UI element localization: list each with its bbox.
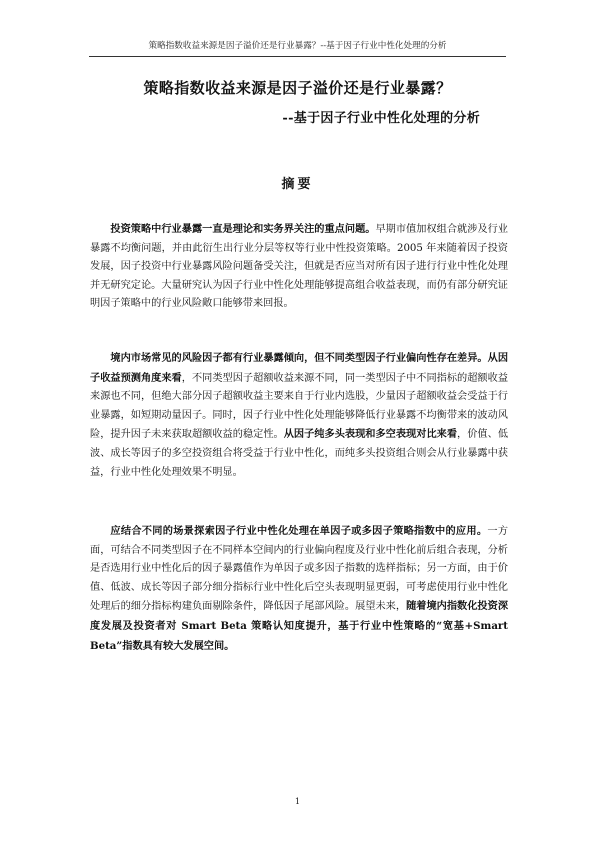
abstract-paragraph-1 bbox=[90, 220, 508, 314]
paragraph-3-lead: 应结合不同的场景探索因子行业中性化处理在单因子或多因子策略指数中的应用。 bbox=[110, 525, 488, 537]
paragraph-3-text: 一方面，可结合不同类型因子在不同样本空间内的行业偏向程度及行业中性化前后组合表现，分析是否选用行业中性化后的因子暴露值作为单因子或多因子指数的选样指标；另一方面，由于价值、低波、成长等因子部分细分指标行业中性化后空头表现明显更弱，可考虑使用行业中性化处理后的细分指标构建负面剔除条件，降低因子尾部风险。展望未来， bbox=[90, 526, 509, 613]
paragraph-2-text-2: ，不同类型因子超额收益来源不同，同一类型因子中不同指标的超额收益来源也不同，但绝大部分因子超额收益主要来自于行业内选股，少量因子超额收益会受益于行业暴露，如短期动量因子。同时，因子行业中性化处理能够降低行业暴露不均衡带来的波动风险，提升因子未来获取超额收益的稳定性。 bbox=[90, 372, 509, 441]
page-number: 1 bbox=[294, 796, 301, 806]
running-header: 策略指数收益来源是因子溢价还是行业暴露？--基于因子行业中性化处理的分析 bbox=[148, 41, 447, 51]
paragraph-2-text-3: ，价值、低波、成长等因子的多空投资组合将受益于行业中性化，而纯多头投资组合则会从行业暴露中获益，行业中性化处理效果不明显。 bbox=[90, 429, 509, 478]
paragraph-2-lead-2: 从因子收益预测角度来看 bbox=[90, 352, 509, 384]
header-rule bbox=[89, 56, 506, 57]
abstract-heading: 摘要 bbox=[281, 177, 314, 192]
paragraph-3-lead-2: 随着境内指数化投资深度发展及投资者对 Smart Beta 策略认知度提升，基于行业中性策略的“宽基+Smart Beta”指数具有较大发展空间。 bbox=[90, 600, 509, 652]
document-title: 策略指数收益来源是因子溢价还是行业暴露？ bbox=[143, 79, 452, 97]
paragraph-2-lead-3: 从因子纯多头表现和多空表现对比来看 bbox=[283, 428, 458, 441]
paragraph-1-lead: 投资策略中行业暴露一直是理论和实务界关注的重点问题。 bbox=[110, 223, 376, 235]
paragraph-1-text: 早期市值加权组合就涉及行业暴露不均衡问题，并由此衍生出行业分层等权等行业中性投资策略。2005 年来随着因子投资发展，因子投资中行业暴露风险问题备受关注，但就是否应当对所有因子进行行业中性化处理并无研究定论。大量研究认为因子行业中性化处理能够提高组合收益表现，而仍有部分研究证明因子策略中的行业风险敞口能够带来回报。 bbox=[90, 224, 508, 310]
paragraph-2-lead: 境内市场常见的风险因子都有行业暴露倾向，但不同类型因子行业偏向性存在差异。 bbox=[110, 352, 488, 364]
document-subtitle: --基于因子行业中性化处理的分析 bbox=[282, 111, 480, 126]
abstract-paragraph-3 bbox=[90, 522, 508, 656]
abstract-paragraph-2 bbox=[90, 349, 508, 482]
